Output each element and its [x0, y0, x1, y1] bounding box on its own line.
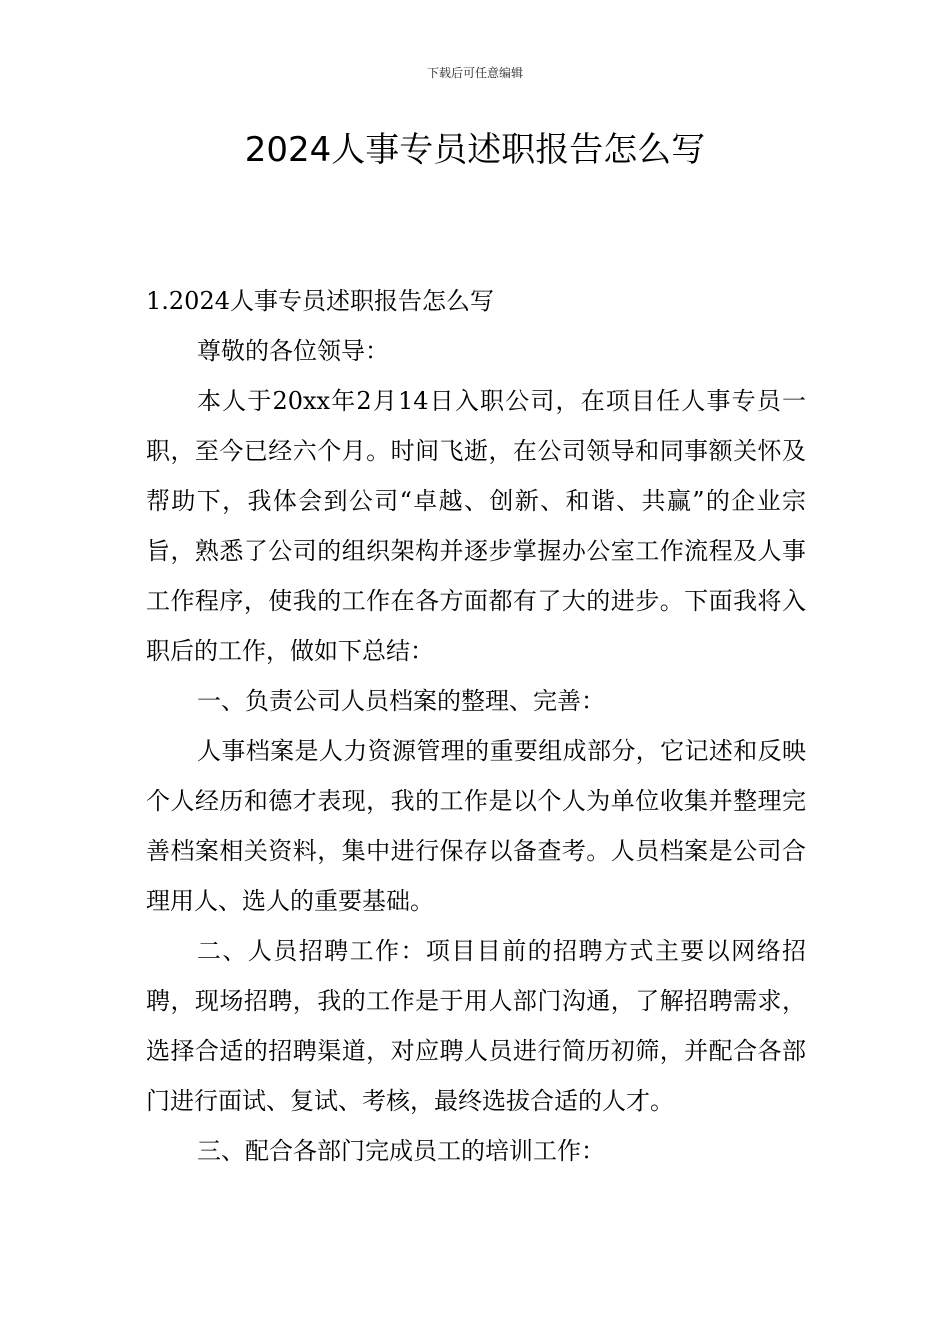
item-heading-training: 三、配合各部门完成员工的培训工作：	[197, 1137, 605, 1165]
salutation-paragraph: 尊敬的各位领导：	[197, 337, 389, 365]
document-body	[146, 276, 806, 1176]
archives-paragraph: 人事档案是人力资源管理的重要组成部分，它记述和反映个人经历和德才表现，我的工作是以个人为单位收集并整理完善档案相关资料，集中进行保存以备查考。人员档案是公司合理用人、选人的重要基础。	[146, 737, 806, 915]
header-note: 下载后可任意编辑	[426, 66, 523, 80]
document-title: 2024人事专员述职报告怎么写	[244, 130, 706, 170]
section-heading: 1.2024人事专员述职报告怎么写	[146, 287, 494, 315]
intro-paragraph: 本人于20xx年2月14日入职公司，在项目任人事专员一职，至今已经六个月。时间飞逝，在公司领导和同事额关怀及帮助下，我体会到公司“卓越、创新、和谐、共赢”的企业宗旨，熟悉了公司的组织架构并逐步掌握办公室工作流程及人事工作程序，使我的工作在各方面都有了大的进步。下面我将入职后的工作，做如下总结：	[146, 387, 806, 665]
item-heading-archives: 一、负责公司人员档案的整理、完善：	[197, 687, 605, 715]
recruitment-paragraph: 二、人员招聘工作：项目目前的招聘方式主要以网络招聘，现场招聘，我的工作是于用人部门沟通，了解招聘需求，选择合适的招聘渠道，对应聘人员进行简历初筛，并配合各部门进行面试、复试、考核，最终选拔合适的人才。	[146, 937, 806, 1115]
